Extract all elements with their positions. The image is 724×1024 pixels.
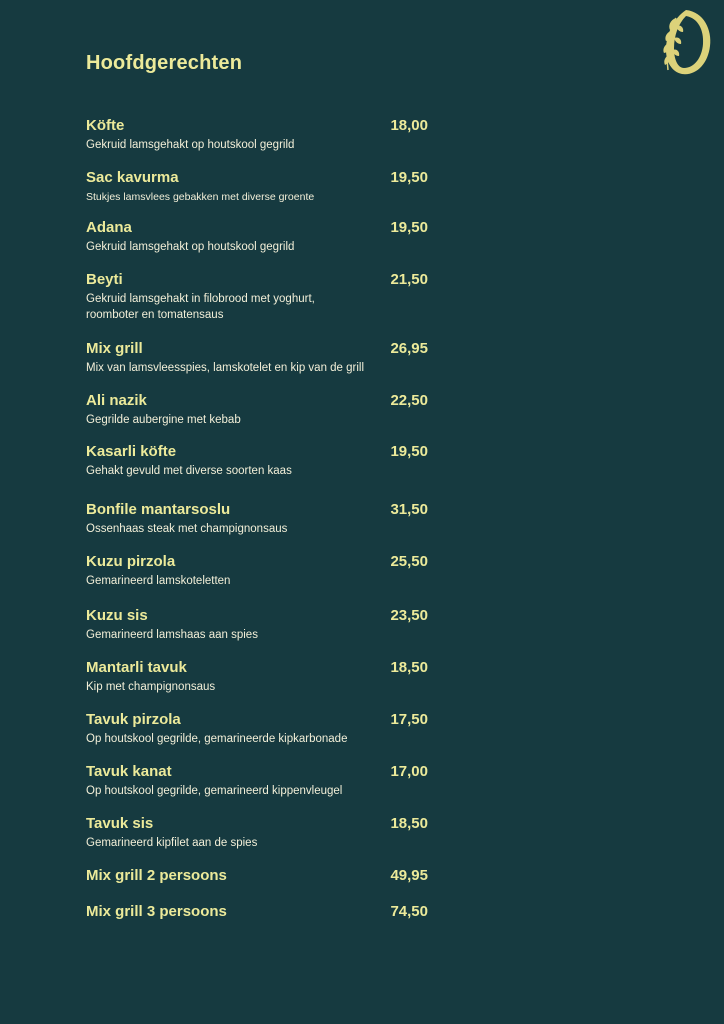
- menu-item-price: 25,50: [390, 553, 428, 570]
- menu-item-name: Mix grill 3 persoons: [86, 903, 227, 920]
- menu-item-description: Gehakt gevuld met diverse soorten kaas: [86, 465, 292, 477]
- page-title: Hoofdgerechten: [86, 52, 243, 74]
- menu-item-name: Mix grill 2 persoons: [86, 867, 227, 884]
- menu-item-name: Sac kavurma: [86, 169, 179, 186]
- menu-item-description: Op houtskool gegrilde, gemarineerd kippenvleugel: [86, 785, 343, 797]
- menu-item-price: 18,00: [390, 117, 428, 134]
- menu-item-description: Gekruid lamsgehakt in filobrood met yoghurt, roomboter en tomatensaus: [86, 293, 315, 321]
- menu-item-description: Mix van lamsvleesspies, lamskotelet en kip van de grill: [86, 362, 365, 374]
- menu-item-name: Kasarli köfte: [86, 443, 177, 460]
- menu-item-description: Gekruid lamsgehakt op houtskool gegrild: [86, 241, 295, 253]
- menu-item-name: Kuzu sis: [86, 607, 148, 624]
- menu-item-name: Adana: [86, 219, 132, 236]
- menu-item-price: 18,50: [390, 659, 428, 676]
- menu-item-name: Beyti: [86, 271, 123, 288]
- menu-item-name: Tavuk sis: [86, 815, 154, 832]
- menu-item-name: Köfte: [86, 117, 125, 134]
- menu-item-description: Gekruid lamsgehakt op houtskool gegrild: [86, 139, 295, 151]
- menu-item-price: 74,50: [390, 903, 428, 920]
- menu-item-price: 17,00: [390, 763, 428, 780]
- restaurant-logo-icon: [650, 4, 714, 78]
- menu-item-description: Op houtskool gegrilde, gemarineerde kipkarbonade: [86, 733, 348, 745]
- menu-item-name: Kuzu pirzola: [86, 553, 176, 570]
- menu-item-price: 19,50: [390, 169, 428, 186]
- menu-item-name: Mix grill: [86, 340, 143, 357]
- menu-item-price: 17,50: [390, 711, 428, 728]
- menu-item-price: 23,50: [390, 607, 428, 624]
- menu-item-price: 31,50: [390, 501, 428, 518]
- menu-item-price: 26,95: [390, 340, 428, 357]
- menu-item-price: 21,50: [390, 271, 428, 288]
- menu-item-description: Stukjes lamsvlees gebakken met diverse groente: [86, 191, 315, 203]
- menu-item-price: 19,50: [390, 219, 428, 236]
- menu-item-price: 19,50: [390, 443, 428, 460]
- menu-item-name: Tavuk pirzola: [86, 711, 181, 728]
- menu-item-description: Gegrilde aubergine met kebab: [86, 414, 241, 426]
- menu-item-name: Ali nazik: [86, 392, 147, 409]
- menu-item-name: Bonfile mantarsoslu: [86, 501, 231, 518]
- menu-item-description: Gemarineerd kipfilet aan de spies: [86, 837, 258, 849]
- menu-item-price: 49,95: [390, 867, 428, 884]
- menu-item-price: 22,50: [390, 392, 428, 409]
- menu-item-name: Tavuk kanat: [86, 763, 172, 780]
- menu-item-name: Mantarli tavuk: [86, 659, 187, 676]
- menu-item-description: Kip met champignonsaus: [86, 681, 216, 693]
- menu-item-description: Gemarineerd lamskoteletten: [86, 575, 231, 587]
- menu-item-description: Gemarineerd lamshaas aan spies: [86, 629, 258, 641]
- menu-item-price: 18,50: [390, 815, 428, 832]
- menu-item-description: Ossenhaas steak met champignonsaus: [86, 523, 288, 535]
